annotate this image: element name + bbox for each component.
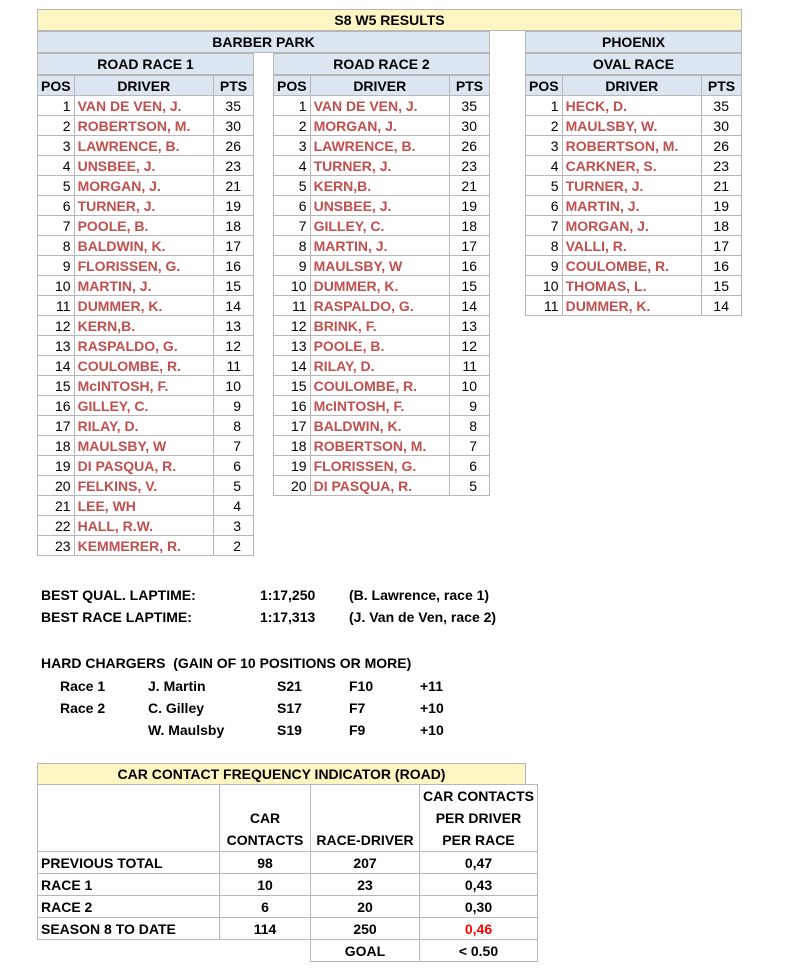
table-row [38,116,254,136]
points-cell: 19 [213,196,253,216]
points-cell: 14 [449,296,489,316]
contact-indicator-title: CAR CONTACT FREQUENCY INDICATOR (ROAD) [37,763,526,785]
position-cell: 21 [38,496,75,516]
table-row [274,436,490,456]
table-row [274,236,490,256]
driver-cell: MAULSBY, W. [562,116,701,136]
race-driver-cell: 250 [311,918,420,940]
position-cell: 13 [274,336,311,356]
table-row [274,176,490,196]
table-row [38,476,254,496]
points-cell: 16 [213,256,253,276]
position-cell: 5 [274,176,311,196]
table-row [38,336,254,356]
points-cell: 23 [213,156,253,176]
driver-cell: COULOMBE, R. [310,376,449,396]
points-cell: 16 [449,256,489,276]
hard-charger-positions-gained: +10 [420,700,444,716]
position-cell: 14 [38,356,75,376]
driver-cell: THOMAS, L. [562,276,701,296]
car-contacts-cell: 6 [220,896,311,918]
driver-cell: UNSBEE, J. [310,196,449,216]
table-row [38,536,254,556]
position-cell: 12 [38,316,75,336]
driver-cell: LAWRENCE, B. [310,136,449,156]
points-cell: 35 [701,96,741,116]
venue-barber-park: BARBER PARK [37,31,490,53]
table-row [274,316,490,336]
best-qual-laptime-value: 1:17,250 [260,587,316,603]
car-contacts-cell: 114 [220,918,311,940]
points-cell: 18 [449,216,489,236]
table-row [274,336,490,356]
driver-cell: McINTOSH, F. [310,396,449,416]
race-driver-cell: 23 [311,874,420,896]
points-cell: 15 [449,276,489,296]
points-cell: 26 [701,136,741,156]
points-cell: 23 [449,156,489,176]
table-row [526,256,742,276]
position-cell: 7 [38,216,75,236]
per-driver-cell: 0,46 [420,918,538,940]
contact-row [38,874,538,896]
points-cell: 17 [449,236,489,256]
points-cell: 35 [449,96,489,116]
driver-cell: LAWRENCE, B. [74,136,213,156]
driver-cell: ROBERTSON, M. [310,436,449,456]
driver-cell: KEMMERER, R. [74,536,213,556]
driver-cell: HECK, D. [562,96,701,116]
driver-cell: HALL, R.W. [74,516,213,536]
table-row [38,216,254,236]
points-cell: 12 [213,336,253,356]
points-cell: 15 [213,276,253,296]
hard-chargers-title: HARD CHARGERS (GAIN OF 10 POSITIONS OR MORE) [41,655,412,671]
column-header: POS [274,76,311,96]
driver-cell: MARTIN, J. [310,236,449,256]
position-cell: 19 [38,456,75,476]
table-row [526,176,742,196]
table-row [526,136,742,156]
position-cell: 4 [274,156,311,176]
position-cell: 10 [38,276,75,296]
table-row [38,276,254,296]
position-cell: 15 [38,376,75,396]
results-title: S8 W5 RESULTS [37,9,742,31]
table-row [38,256,254,276]
race-driver-cell: 20 [311,896,420,918]
driver-cell: GILLEY, C. [310,216,449,236]
position-cell: 20 [274,476,311,496]
position-cell: 17 [274,416,311,436]
contact-header-per-driver: CAR CONTACTS PER DRIVER PER RACE [420,785,538,852]
race-driver-cell: 207 [311,852,420,874]
hard-charger-race-label: Race 1 [60,678,106,694]
column-header: POS [526,76,563,96]
points-cell: 5 [213,476,253,496]
position-cell: 10 [526,276,563,296]
position-cell: 2 [38,116,75,136]
points-cell: 13 [213,316,253,336]
driver-cell: LEE, WH [74,496,213,516]
driver-cell: RILAY, D. [310,356,449,376]
table-row [274,196,490,216]
position-cell: 9 [274,256,311,276]
points-cell: 26 [449,136,489,156]
points-cell: 23 [701,156,741,176]
driver-cell: MORGAN, J. [74,176,213,196]
table-row [38,236,254,256]
position-cell: 1 [38,96,75,116]
table-row [274,96,490,116]
driver-cell: ROBERTSON, M. [562,136,701,156]
table-row [274,296,490,316]
contact-header-blank [38,785,220,852]
column-header: DRIVER [562,76,701,96]
table-row [526,96,742,116]
road-race-2-table [273,75,490,496]
per-driver-cell: 0,43 [420,874,538,896]
points-cell: 30 [449,116,489,136]
points-cell: 21 [701,176,741,196]
driver-cell: MORGAN, J. [310,116,449,136]
position-cell: 7 [526,216,563,236]
table-row [526,296,742,316]
position-cell: 9 [526,256,563,276]
points-cell: 19 [701,196,741,216]
position-cell: 5 [526,176,563,196]
points-cell: 19 [449,196,489,216]
table-row [38,416,254,436]
position-cell: 3 [526,136,563,156]
table-row [38,496,254,516]
table-row [38,516,254,536]
table-row [38,356,254,376]
hard-charger-finish-position: F10 [349,678,374,694]
driver-cell: FLORISSEN, G. [74,256,213,276]
driver-cell: ROBERTSON, M. [74,116,213,136]
hard-charger-finish-position: F7 [349,700,366,716]
column-header: PTS [449,76,489,96]
position-cell: 22 [38,516,75,536]
contact-row-label: RACE 2 [38,896,220,918]
hard-charger-driver-name: C. Gilley [148,700,205,716]
position-cell: 18 [38,436,75,456]
position-cell: 1 [526,96,563,116]
driver-cell: FELKINS, V. [74,476,213,496]
driver-cell: TURNER, J. [74,196,213,216]
contact-header-car-contacts: CAR CONTACTS [220,785,311,852]
points-cell: 9 [213,396,253,416]
points-cell: 8 [449,416,489,436]
points-cell: 12 [449,336,489,356]
driver-cell: TURNER, J. [310,156,449,176]
points-cell: 2 [213,536,253,556]
table-row [38,196,254,216]
table-row [274,376,490,396]
position-cell: 5 [38,176,75,196]
table-row [274,116,490,136]
position-cell: 20 [38,476,75,496]
position-cell: 6 [38,196,75,216]
driver-cell: KERN,B. [74,316,213,336]
contact-row-label: SEASON 8 TO DATE [38,918,220,940]
points-cell: 14 [701,296,741,316]
driver-cell: MARTIN, J. [562,196,701,216]
hard-charger-start-position: S17 [277,700,302,716]
driver-cell: RASPALDO, G. [74,336,213,356]
driver-cell: VAN DE VEN, J. [310,96,449,116]
driver-cell: BRINK, F. [310,316,449,336]
driver-cell: MAULSBY, W [74,436,213,456]
points-cell: 6 [213,456,253,476]
table-row [274,476,490,496]
driver-cell: DUMMER, K. [74,296,213,316]
driver-cell: TURNER, J. [562,176,701,196]
position-cell: 23 [38,536,75,556]
table-row [38,156,254,176]
hard-charger-positions-gained: +11 [420,678,443,694]
table-row [274,136,490,156]
hard-charger-finish-position: F9 [349,722,366,738]
points-cell: 17 [213,236,253,256]
position-cell: 3 [38,136,75,156]
driver-cell: DI PASQUA, R. [310,476,449,496]
race-name-oval-race: OVAL RACE [525,53,742,75]
table-row [274,416,490,436]
points-cell: 7 [449,436,489,456]
driver-cell: CARKNER, S. [562,156,701,176]
position-cell: 4 [38,156,75,176]
position-cell: 18 [274,436,311,456]
position-cell: 14 [274,356,311,376]
table-row [38,176,254,196]
driver-cell: COULOMBE, R. [562,256,701,276]
table-row [38,296,254,316]
points-cell: 11 [213,356,253,376]
points-cell: 9 [449,396,489,416]
best-race-laptime-note: (J. Van de Ven, race 2) [349,609,497,625]
driver-cell: RASPALDO, G. [310,296,449,316]
hard-charger-driver-name: J. Martin [148,678,206,694]
table-row [38,376,254,396]
position-cell: 11 [38,296,75,316]
position-cell: 2 [526,116,563,136]
race-name-road-race-2: ROAD RACE 2 [273,53,490,75]
goal-value: < 0.50 [420,940,538,962]
table-row [274,396,490,416]
table-row [274,356,490,376]
points-cell: 10 [449,376,489,396]
driver-cell: KERN,B. [310,176,449,196]
column-header: DRIVER [74,76,213,96]
race-name-road-race-1: ROAD RACE 1 [37,53,254,75]
position-cell: 17 [38,416,75,436]
points-cell: 17 [701,236,741,256]
driver-cell: DI PASQUA, R. [74,456,213,476]
table-row [526,276,742,296]
hard-charger-race-label: Race 2 [60,700,106,716]
position-cell: 8 [526,236,563,256]
points-cell: 14 [213,296,253,316]
table-row [38,96,254,116]
per-driver-cell: 0,30 [420,896,538,918]
hard-charger-start-position: S19 [277,722,302,738]
position-cell: 16 [38,396,75,416]
points-cell: 11 [449,356,489,376]
table-row [274,216,490,236]
points-cell: 8 [213,416,253,436]
points-cell: 16 [701,256,741,276]
contact-row-label: RACE 1 [38,874,220,896]
position-cell: 2 [274,116,311,136]
best-qual-laptime-note: (B. Lawrence, race 1) [349,587,490,603]
points-cell: 7 [213,436,253,456]
driver-cell: VALLI, R. [562,236,701,256]
points-cell: 26 [213,136,253,156]
position-cell: 16 [274,396,311,416]
position-cell: 11 [526,296,563,316]
driver-cell: MARTIN, J. [74,276,213,296]
table-row [526,216,742,236]
position-cell: 8 [38,236,75,256]
points-cell: 5 [449,476,489,496]
points-cell: 18 [213,216,253,236]
contact-row [38,852,538,874]
table-row [526,156,742,176]
position-cell: 13 [38,336,75,356]
driver-cell: McINTOSH, F. [74,376,213,396]
contact-row [38,896,538,918]
venue-phoenix: PHOENIX [525,31,742,53]
table-row [38,316,254,336]
driver-cell: DUMMER, K. [562,296,701,316]
driver-cell: RILAY, D. [74,416,213,436]
column-header: DRIVER [310,76,449,96]
hard-charger-driver-name: W. Maulsby [148,722,225,738]
points-cell: 21 [449,176,489,196]
points-cell: 4 [213,496,253,516]
best-qual-laptime-label: BEST QUAL. LAPTIME: [41,587,196,603]
points-cell: 13 [449,316,489,336]
driver-cell: GILLEY, C. [74,396,213,416]
driver-cell: COULOMBE, R. [74,356,213,376]
table-row [38,396,254,416]
road-race-1-table [37,75,254,556]
oval-race-table [525,75,742,316]
goal-label: GOAL [311,940,420,962]
position-cell: 19 [274,456,311,476]
position-cell: 11 [274,296,311,316]
hard-charger-positions-gained: +10 [420,722,444,738]
position-cell: 1 [274,96,311,116]
column-header: PTS [213,76,253,96]
points-cell: 35 [213,96,253,116]
driver-cell: MAULSBY, W [310,256,449,276]
driver-cell: POOLE, B. [310,336,449,356]
position-cell: 6 [526,196,563,216]
table-row [526,236,742,256]
table-row [274,156,490,176]
contact-row-label: PREVIOUS TOTAL [38,852,220,874]
contact-row [38,918,538,940]
table-row [38,456,254,476]
driver-cell: BALDWIN, K. [74,236,213,256]
points-cell: 15 [701,276,741,296]
position-cell: 3 [274,136,311,156]
position-cell: 12 [274,316,311,336]
position-cell: 9 [38,256,75,276]
driver-cell: FLORISSEN, G. [310,456,449,476]
per-driver-cell: 0,47 [420,852,538,874]
table-row [526,116,742,136]
points-cell: 21 [213,176,253,196]
driver-cell: DUMMER, K. [310,276,449,296]
table-row [274,276,490,296]
position-cell: 15 [274,376,311,396]
points-cell: 30 [701,116,741,136]
position-cell: 8 [274,236,311,256]
column-header: POS [38,76,75,96]
table-row [274,256,490,276]
best-race-laptime-value: 1:17,313 [260,609,316,625]
table-row [38,436,254,456]
position-cell: 10 [274,276,311,296]
table-row [38,136,254,156]
driver-cell: MORGAN, J. [562,216,701,236]
driver-cell: BALDWIN, K. [310,416,449,436]
car-contacts-cell: 98 [220,852,311,874]
driver-cell: POOLE, B. [74,216,213,236]
points-cell: 3 [213,516,253,536]
car-contacts-cell: 10 [220,874,311,896]
table-row [274,456,490,476]
points-cell: 6 [449,456,489,476]
column-header: PTS [701,76,741,96]
driver-cell: UNSBEE, J. [74,156,213,176]
best-race-laptime-label: BEST RACE LAPTIME: [41,609,192,625]
points-cell: 10 [213,376,253,396]
contact-header-race-driver: RACE-DRIVER [311,785,420,852]
points-cell: 18 [701,216,741,236]
table-row [526,196,742,216]
hard-charger-start-position: S21 [277,678,302,694]
points-cell: 30 [213,116,253,136]
position-cell: 7 [274,216,311,236]
position-cell: 6 [274,196,311,216]
contact-indicator-table [37,784,538,962]
position-cell: 4 [526,156,563,176]
driver-cell: VAN DE VEN, J. [74,96,213,116]
